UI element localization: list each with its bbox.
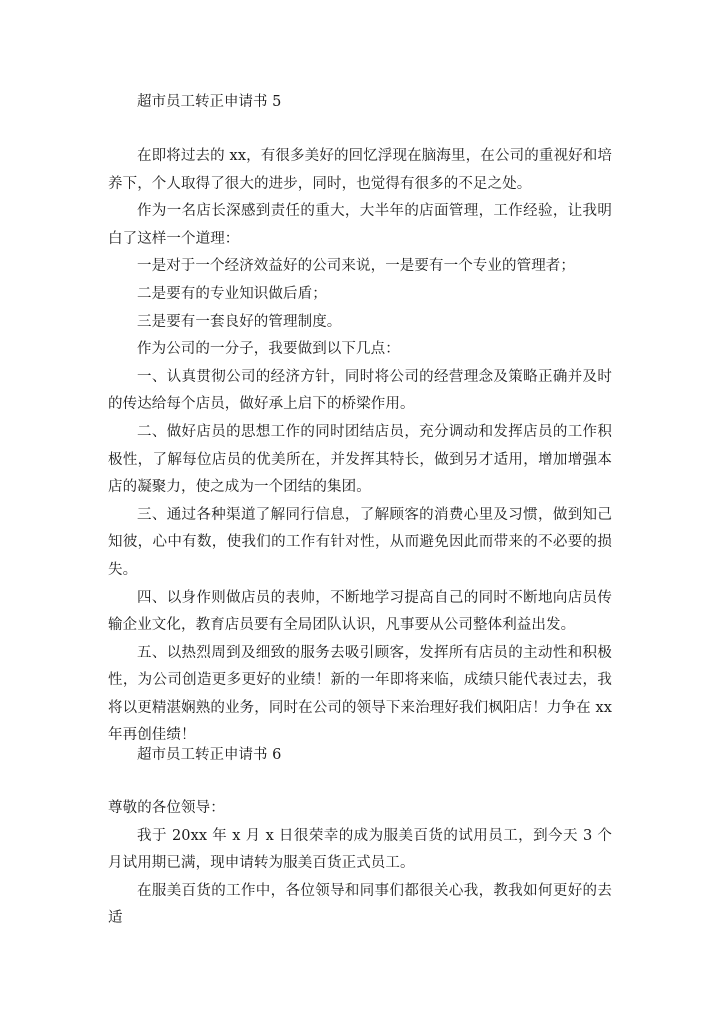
paragraph: 作为一名店长深感到责任的重大，大半年的店面管理，工作经验，让我明白了这样一个道理： <box>108 203 612 247</box>
section-title-5: 超市员工转正申请书 5 <box>137 94 282 110</box>
paragraph: 三是要有一套良好的管理制度。 <box>137 313 342 330</box>
paragraph: 在服美百货的工作中，各位领导和同事们都很关心我，教我如何更好的去适 <box>108 882 612 927</box>
section-body-5 <box>108 143 612 750</box>
section-title-6: 超市员工转正申请书 6 <box>137 747 282 763</box>
paragraph: 作为公司的一分子，我要做到以下几点： <box>137 341 400 358</box>
paragraph: 一、认真贯彻公司的经济方针，同时将公司的经营理念及策略正确并及时的传达给每个店员，做好承上启下的桥梁作用。 <box>108 368 612 413</box>
paragraph: 四、以身作则做店员的表帅，不断地学习提高自己的同时不断地向店员传输企业文化，教育店员要有全局团队认识，凡事要从公司整体利益出发。 <box>108 589 612 634</box>
paragraph: 在即将过去的 xx，有很多美好的回忆浮现在脑海里，在公司的重视好和培养下，个人取得了很大的进步，同时，也觉得有很多的不足之处。 <box>108 148 612 192</box>
paragraph: 一是对于一个经济效益好的公司来说，一是要有一个专业的管理者； <box>137 258 575 275</box>
paragraph: 三、通过各种渠道了解同行信息，了解顾客的消费心里及习惯，做到知己知彼，心中有数，使我们的工作有针对性，从而避免因此而带来的不必要的损失。 <box>108 506 612 578</box>
section-body-6 <box>108 795 612 933</box>
paragraph: 二、做好店员的思想工作的同时团结店员，充分调动和发挥店员的工作积极性，了解每位店员的优美所在，并发挥其特长，做到另才适用，增加增强本店的凝聚力，使之成为一个团结的集团。 <box>108 423 612 496</box>
paragraph: 我于 20xx 年 x 月 x 日很荣幸的成为服美百货的试用员工，到今天 3 个月试用期已满，现申请转为服美百货正式员工。 <box>108 827 612 872</box>
paragraph: 五、以热烈周到及细致的服务去吸引顾客，发挥所有店员的主动性和积极性，为公司创造更多更好的业绩！新的一年即将来临，成绩只能代表过去，我将以更精湛娴熟的业务，同时在公司的领导下来治理好我们枫阳店！力争在 xx 年再创佳绩！ <box>108 644 612 744</box>
paragraph: 二是要有的专业知识做后盾； <box>137 285 327 302</box>
salutation: 尊敬的各位领导： <box>108 800 225 816</box>
